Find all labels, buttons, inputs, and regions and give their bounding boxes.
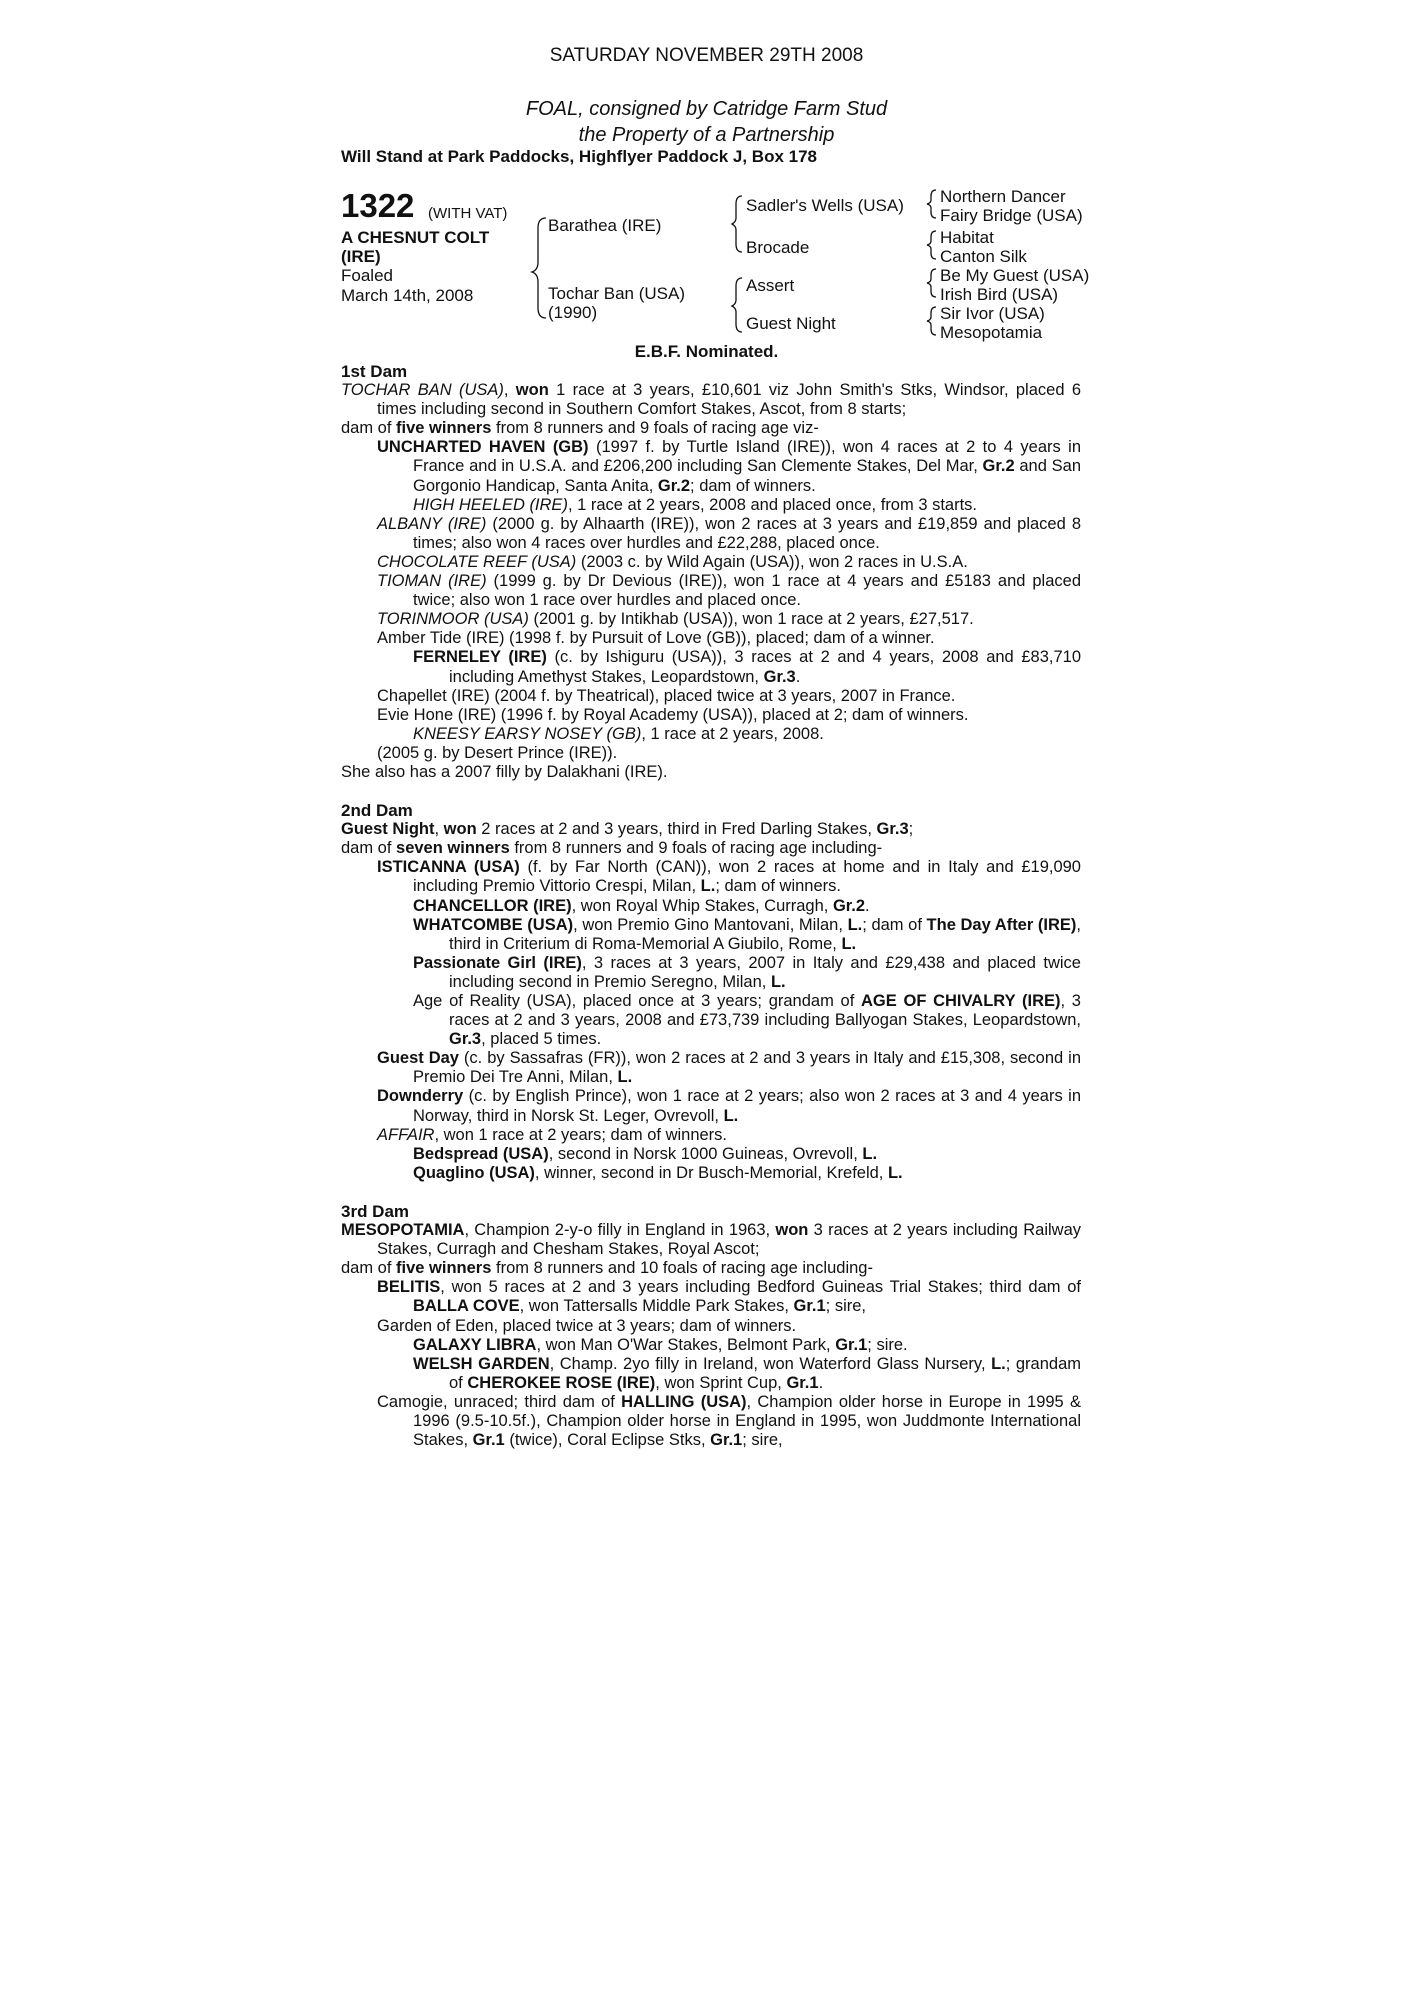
dam2-produce: WHATCOMBE (USA), won Premio Gino Mantovani, Milan, L.; dam of The Day After (IRE), third in Criterium di Roma-Memorial A Giubilo, Rome, L. [413,915,1081,953]
dam2-produce: AFFAIR, won 1 race at 2 years; dam of winners. [377,1125,728,1144]
third-dam-heading: 3rd Dam [341,1201,410,1221]
dam1-line: TOCHAR BAN (USA), won 1 race at 3 years, £10,601 viz John Smith's Stks, Windsor, placed 6 times including second in Southern Comfort Stakes, Ascot, from 8 starts; [341,381,1081,419]
lot-number: 1322 [341,187,415,224]
vat-note: (WITH VAT) [428,205,508,222]
dam2-produce: Guest Day (c. by Sassafras (FR)), won 2 races at 2 and 3 years in Italy and £15,308, second in Premio Dei Tre Anni, Milan, L. [377,1049,1081,1087]
dam2-produce: ISTICANNA (USA) (f. by Far North (CAN)), won 2 races at home and in Italy and £19,090 including Premio Vittorio Crespi, Milan, L.; dam of winners. [377,858,1081,896]
pedigree-dam-sire: Assert [746,276,795,295]
pedigree-g1: Northern Dancer [940,187,1066,206]
second-dam-heading: 2nd Dam [341,801,413,821]
dam1-produce: Evie Hone (IRE) (1996 f. by Royal Academy (USA)), placed at 2; dam of winners. [377,705,969,724]
dam1-produce: TIOMAN (IRE) (1999 g. by Dr Devious (IRE)), won 1 race at 4 years and £5183 and placed twice; also won 1 race over hurdles and placed once. [377,572,1081,610]
dam1-produce: FERNELEY (IRE) (c. by Ishiguru (USA)), 3 races at 2 and 4 years, 2008 and £83,710 including Amethyst Stakes, Leopardstown, Gr.3. [413,648,1082,686]
dam1-produce: KNEESY EARSY NOSEY (GB), 1 race at 2 years, 2008. [413,724,824,743]
dam1-produce: UNCHARTED HAVEN (GB) (1997 f. by Turtle Island (IRE)), won 4 races at 2 to 4 years in France and in U.S.A. and £206,200 including San Clemente Stakes, Del Mar, Gr.2 and San Gorgonio Handicap, Santa Anita, Gr.2; dam of winners. [377,438,1081,495]
pedigree-dam-dam: Guest Night [746,314,836,333]
dam1-produce: CHOCOLATE REEF (USA) (2003 c. by Wild Again (USA)), won 2 races in U.S.A. [377,552,968,571]
pedigree-sire-sire: Sadler's Wells (USA) [746,196,904,215]
catalogue-body [341,362,1081,1450]
pedigree-sire-dam: Brocade [746,238,810,257]
dam2-produce: CHANCELLOR (IRE), won Royal Whip Stakes, Curragh, Gr.2. [413,896,870,915]
lot-description-country: (IRE) [341,247,381,266]
dam1-produce: Chapellet (IRE) (2004 f. by Theatrical), placed twice at 3 years, 2007 in France. [377,686,956,705]
brace-g2 [927,231,936,259]
brace-main [532,218,546,318]
dam1-produce: ALBANY (IRE) (2000 g. by Alhaarth (IRE)), won 2 races at 3 years and £19,859 and placed 8 times; also won 4 races over hurdles and £22,288, placed once. [377,514,1081,552]
dam1-produce: Amber Tide (IRE) (1998 f. by Pursuit of Love (GB)), placed; dam of a winner. [377,629,935,648]
dam1-produce: HIGH HEELED (IRE), 1 race at 2 years, 2008 and placed once, from 3 starts. [413,495,977,514]
dam3-line: MESOPOTAMIA, Champion 2-y-o filly in England in 1963, won 3 races at 2 years including Railway Stakes, Curragh and Chesham Stakes, Royal Ascot; [341,1221,1082,1259]
pedigree-g5: Be My Guest (USA) [940,266,1090,285]
horse-name: TOCHAR BAN (USA) [341,381,504,400]
dam2-produce: Quaglino (USA), winner, second in Dr Busch-Memorial, Krefeld, L. [413,1163,903,1182]
dam2-produce-summary: dam of seven winners from 8 runners and 9 foals of racing age including- [341,839,883,858]
dam1-produce: TORINMOOR (USA) (2001 g. by Intikhab (USA)), won 1 race at 2 years, £27,517. [377,610,974,629]
pedigree-dam: Tochar Ban (USA) [548,284,685,303]
brace-g1 [927,190,936,218]
property-line: the Property of a Partnership [578,124,835,146]
foaled-label: Foaled [341,266,393,285]
pedigree-g2: Fairy Bridge (USA) [940,206,1083,225]
dam2-produce: Downderry (c. by English Prince), won 1 race at 2 years; also won 2 races at 3 and 4 years in Norway, third in Norsk St. Leger, Ovrevoll, L. [377,1087,1081,1125]
dam1-produce: (2005 g. by Desert Prince (IRE)). [377,743,618,762]
lot-description: A CHESNUT COLT [341,228,490,247]
pedigree-sire: Barathea (IRE) [548,216,662,235]
dam2-line: Guest Night, won 2 races at 2 and 3 years, third in Fred Darling Stakes, Gr.3; [341,820,914,839]
dam2-produce: Passionate Girl (IRE), 3 races at 3 years, 2007 in Italy and £29,438 and placed twice including second in Premio Seregno, Milan, L. [413,953,1081,991]
pedigree-g4: Canton Silk [940,247,1027,266]
dam3-produce-summary: dam of five winners from 8 runners and 10 foals of racing age including- [341,1259,873,1278]
pedigree-dam-year: (1990) [548,303,598,322]
pedigree-g6: Irish Bird (USA) [940,285,1059,304]
dam2-produce: Age of Reality (USA), placed once at 3 years; grandam of AGE OF CHIVALRY (IRE), 3 races at 2 and 3 years, 2008 and £73,739 including Ballyogan Stakes, Leopardstown, Gr.3, placed 5 times. [413,992,1081,1049]
dam3-produce: WELSH GARDEN, Champ. 2yo filly in Ireland, won Waterford Glass Nursery, L.; grandam of CHEROKEE ROSE (IRE), won Sprint Cup, Gr.1. [413,1354,1081,1392]
brace-g4 [927,307,936,335]
dam2-produce: Bedspread (USA), second in Norsk 1000 Guineas, Ovrevoll, L. [413,1144,878,1163]
foaled-date: March 14th, 2008 [341,286,474,305]
pedigree-g3: Habitat [940,228,994,247]
dam3-produce: Garden of Eden, placed twice at 3 years; dam of winners. [377,1316,797,1335]
dam1-produce-summary: dam of five winners from 8 runners and 9 foals of racing age viz- [341,419,819,438]
dam3-produce: Camogie, unraced; third dam of HALLING (USA), Champion older horse in Europe in 1995 & 1996 (9.5-10.5f.), Champion older horse in England in 1995, won Juddmonte International Stakes, Gr.1 (twice), Coral Eclipse Stks, Gr.1; sire, [377,1392,1081,1450]
pedigree-g8: Mesopotamia [940,323,1043,342]
first-dam-heading: 1st Dam [341,362,408,381]
dam3-produce: GALAXY LIBRA, won Man O'War Stakes, Belmont Park, Gr.1; sire. [413,1335,908,1354]
stand-location: Will Stand at Park Paddocks, Highflyer Paddock J, Box 178 [341,147,817,166]
brace-sire [732,196,742,252]
dam1-note: She also has a 2007 filly by Dalakhani (IRE). [341,762,668,781]
sale-date: SATURDAY NOVEMBER 29TH 2008 [549,45,864,66]
consignor-line: FOAL, consigned by Catridge Farm Stud [525,98,888,120]
pedigree-g7: Sir Ivor (USA) [940,304,1045,323]
ebf-note: E.B.F. Nominated. [634,342,779,361]
brace-dam [732,278,742,332]
brace-g3 [927,269,936,297]
dam3-produce: BELITIS, won 5 races at 2 and 3 years including Bedford Guineas Trial Stakes; third dam of BALLA COVE, won Tattersalls Middle Park Stakes, Gr.1; sire, [377,1278,1081,1316]
pedigree-braces [0,0,1413,360]
